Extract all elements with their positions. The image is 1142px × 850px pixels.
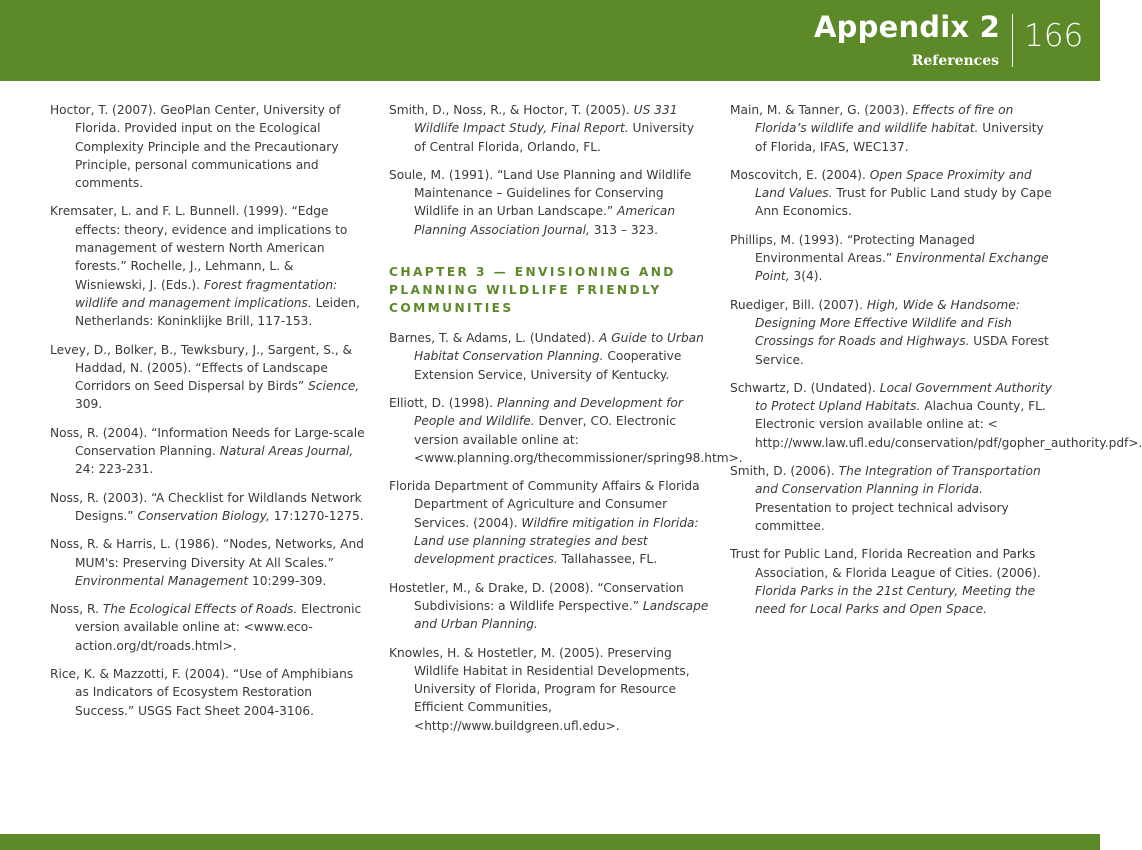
- reference-entry: Noss, R. & Harris, L. (1986). “Nodes, Networks, And MUM's: Preserving Diversity At All Scales.” Environmental Management 10:299-309.: [50, 537, 364, 588]
- reference-entry: Smith, D., Noss, R., & Hoctor, T. (2005). US 331 Wildlife Impact Study, Final Report. University of Central Florida, Orlando, FL.: [389, 103, 695, 154]
- reference-entry: Moscovitch, E. (2004). Open Space Proximity and Land Values. Trust for Public Land study by Cape Ann Economics.: [730, 167, 1052, 219]
- reference-entry: Noss, R. (2003). “A Checklist for Wildlands Network Designs.” Conservation Biology, 17:1270-1275.: [50, 490, 364, 523]
- reference-entry: Elliott, D. (1998). Planning and Development for People and Wildlife. Denver, CO. Electronic version available online at: <www.planning.org/thecommissioner/spring98.htm>.: [389, 395, 743, 465]
- footer-bar: [0, 834, 1100, 850]
- reference-entry: Rice, K. & Mazzotti, F. (2004). “Use of Amphibians as Indicators of Ecosystem Restoration Success.” USGS Fact Sheet 2004-3106.: [50, 667, 354, 718]
- reference-entry: Main, M. & Tanner, G. (2003). Effects of fire on Florida’s wildlife and wildlife habitat. University of Florida, IFAS, WEC137.: [730, 103, 1044, 154]
- reference-entry: Ruediger, Bill. (2007). High, Wide & Handsome: Designing More Effective Wildlife and Fish Crossings for Roads and Highways. USDA Forest Service.: [730, 297, 1049, 367]
- chapter-3-heading: CHAPTER 3 — ENVISIONING AND PLANNING WILDLIFE FRIENDLY COMMUNITIES: [389, 265, 676, 316]
- reference-entry: Smith, D. (2006). The Integration of Transportation and Conservation Planning in Florida. Presentation to project technical advisory committee.: [730, 464, 1041, 533]
- appendix-title: Appendix 2: [814, 10, 1000, 44]
- page-number: 166: [1024, 18, 1084, 54]
- reference-entry: Phillips, M. (1993). “Protecting Managed Environmental Areas.” Environmental Exchange Point, 3(4).: [730, 232, 1049, 284]
- reference-entry: Hostetler, M., & Drake, D. (2008). “Conservation Subdivisions: a Wildlife Perspective.” Landscape and Urban Planning.: [389, 580, 709, 632]
- reference-entry: Florida Department of Community Affairs & Florida Department of Agriculture and Consumer Services. (2004). Wildfire mitigation in Florida: Land use planning strategies and best development practices. Tallahassee, FL.: [389, 479, 700, 567]
- reference-column-3: [730, 101, 1142, 628]
- reference-entry: Levey, D., Bolker, B., Tewksbury, J., Sargent, S., & Haddad, N. (2005). “Effects of Landscape Corridors on Seed Dispersal by Birds” Science, 309.: [50, 342, 360, 412]
- reference-entry: Trust for Public Land, Florida Recreation and Parks Association, & Florida League of Cities. (2006). Florida Parks in the 21st Century, Meeting the need for Local Parks and Open Space.: [730, 547, 1041, 617]
- reference-entry: Noss, R. (2004). “Information Needs for Large-scale Conservation Planning. Natural Areas Journal, 24: 223-231.: [50, 425, 365, 477]
- header-divider: [1012, 14, 1013, 67]
- reference-entry: Knowles, H. & Hostetler, M. (2005). Preserving Wildlife Habitat in Residential Developments, University of Florida, Program for Resource Efficient Communities, <http://www.buildgreen.ufl.edu>.: [389, 645, 690, 733]
- header-bar: [0, 0, 1100, 81]
- reference-column-2: [389, 101, 743, 745]
- section-subtitle: References: [911, 53, 999, 69]
- reference-entry: Schwartz, D. (Undated). Local Government Authority to Protect Upland Habitats. Alachua County, FL. Electronic version available online at: < http://www.law.ufl.edu/conservation/pdf/gopher_authority.pdf>.: [730, 380, 1142, 450]
- reference-column-1: [50, 101, 368, 730]
- reference-entry: Hoctor, T. (2007). GeoPlan Center, University of Florida. Provided input on the Ecological Complexity Principle and the Precautionary Principle, personal communications and comments.: [50, 103, 341, 191]
- reference-entry: Kremsater, L. and F. L. Bunnell. (1999). “Edge effects: theory, evidence and implications to management of western North American forests.” Rochelle, J., Lehmann, L. & Wisniewski, J. (Eds.). Forest fragmentation: wildlife and management implications. Leiden, Netherlands: Koninklijke Brill, 117-153.: [50, 204, 360, 329]
- reference-entry: Soule, M. (1991). “Land Use Planning and Wildlife Maintenance – Guidelines for Conserving Wildlife in an Urban Landscape.” American Planning Association Journal, 313 – 323.: [389, 167, 692, 237]
- reference-entry: Barnes, T. & Adams, L. (Undated). A Guide to Urban Habitat Conservation Planning. Cooperative Extension Service, University of Kentucky.: [389, 331, 704, 382]
- reference-entry: Noss, R. The Ecological Effects of Roads. Electronic version available online at: <www.eco-action.org/dt/roads.html>.: [50, 602, 362, 653]
